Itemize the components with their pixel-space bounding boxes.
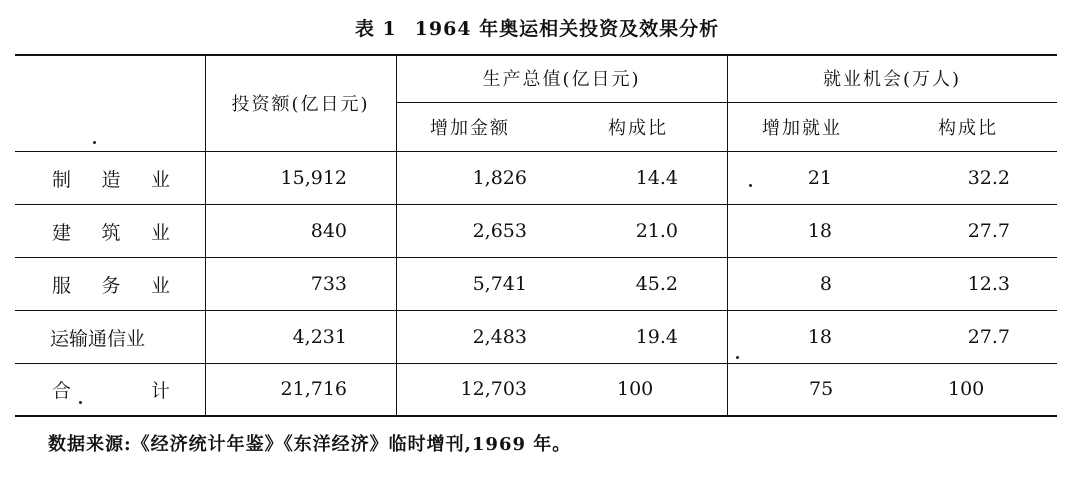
cell-gdp-increase: 2,483	[472, 326, 527, 348]
header-jobs-share: 构成比	[938, 117, 998, 139]
row-rule-3	[15, 310, 1057, 311]
row-rule-4	[15, 363, 1057, 364]
row-label-transport-communication: 运输通信业	[50, 327, 146, 350]
header-jobs-increase: 增加就业	[762, 117, 842, 139]
header-investment: 投资额(亿日元)	[231, 94, 370, 115]
header-gdp-share: 构成比	[608, 117, 668, 139]
cell-investment: 733	[310, 273, 347, 295]
bottom-rule	[15, 415, 1057, 417]
scan-speck	[79, 401, 82, 404]
cell-gdp-increase: 1,826	[472, 167, 527, 189]
cell-gdp-share: 100	[617, 378, 654, 400]
header-gdp-increase: 增加金额	[430, 117, 510, 139]
cell-jobs-increase: 8	[819, 273, 832, 295]
cell-investment: 15,912	[280, 167, 347, 189]
row-label-total: 合 计	[52, 379, 170, 402]
cell-jobs-increase: 75	[809, 378, 834, 400]
row-label-construction: 建 筑 业	[52, 221, 170, 244]
header-jobs-group: 就业机会(万人)	[822, 69, 962, 90]
row-rule-1	[15, 204, 1057, 205]
cell-gdp-share: 21.0	[635, 220, 678, 242]
cell-jobs-share: 100	[948, 378, 985, 400]
cell-gdp-share: 14.4	[635, 167, 678, 189]
cell-investment: 840	[310, 220, 347, 242]
cell-investment: 4,231	[292, 326, 347, 348]
row-rule-2	[15, 257, 1057, 258]
table-title	[0, 14, 1074, 41]
row-label-manufacturing: 制 造 业	[52, 168, 170, 191]
cell-gdp-increase: 5,741	[472, 273, 527, 295]
header-gdp-group: 生产总值(亿日元)	[482, 69, 641, 90]
cell-gdp-share: 45.2	[635, 273, 678, 295]
table-number: 表 1	[354, 18, 397, 40]
cell-jobs-increase: 21	[807, 167, 832, 189]
scan-speck	[93, 141, 96, 144]
cell-gdp-increase: 2,653	[472, 220, 527, 242]
cell-jobs-share: 32.2	[967, 167, 1010, 189]
cell-investment: 21,716	[280, 378, 347, 400]
row-label-services: 服 务 业	[52, 274, 170, 297]
table-title-text: 1964 年奥运相关投资及效果分析	[414, 18, 720, 40]
data-source-note: 数据来源:《经济统计年鉴》《东洋经济》临时增刊,1969 年。	[48, 434, 572, 455]
cell-jobs-share: 12.3	[967, 273, 1010, 295]
cell-jobs-increase: 18	[807, 220, 832, 242]
cell-gdp-increase: 12,703	[460, 378, 527, 400]
scan-speck	[736, 356, 739, 359]
cell-jobs-share: 27.7	[967, 326, 1010, 348]
scan-speck	[749, 184, 752, 187]
cell-gdp-share: 19.4	[635, 326, 678, 348]
cell-jobs-share: 27.7	[967, 220, 1010, 242]
header-bottom-rule	[15, 151, 1057, 152]
cell-jobs-increase: 18	[807, 326, 832, 348]
